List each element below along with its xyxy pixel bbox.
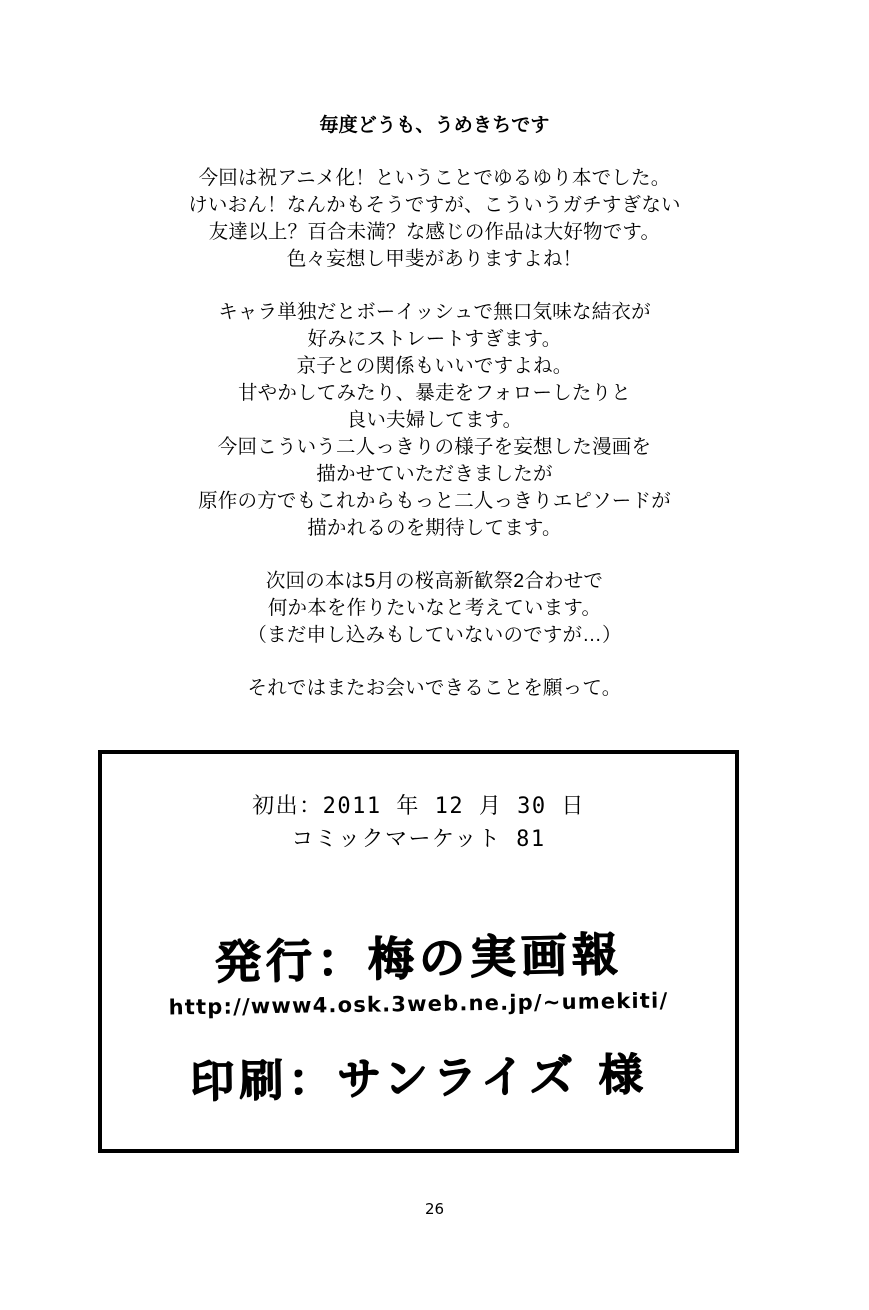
afterword-text	[0, 112, 869, 728]
afterword-line: 描かせていただきましたが	[316, 463, 553, 485]
afterword-line: （まだ申し込みもしていないのですが…）	[247, 624, 622, 646]
afterword-line: 京子との関係もいいですよね。	[296, 355, 573, 377]
afterword-line: 色々妄想し甲斐がありますよね！	[286, 248, 583, 270]
afterword-paragraph-next	[0, 568, 869, 649]
afterword-paragraph-character	[0, 299, 869, 542]
afterword-line: 今回こういう二人っきりの様子を妄想した漫画を	[217, 436, 652, 458]
page-number: 26	[424, 1200, 445, 1218]
afterword-line: 原作の方でもこれからもっと二人っきりエピソードが	[198, 490, 671, 512]
colophon-box	[98, 750, 739, 1153]
afterword-line: 次回の本は5月の桜高新歓祭2合わせで	[265, 570, 604, 592]
afterword-line: キャラ単独だとボーイッシュで無口気味な結衣が	[218, 301, 651, 323]
afterword-line: 描かれるのを期待してます。	[307, 517, 562, 539]
afterword-line: 毎度どうも、うめきちです	[319, 115, 550, 136]
afterword-line: 良い夫婦してます。	[346, 409, 523, 431]
afterword-line: 今回は祝アニメ化！ということでゆるゆり本でした。	[198, 167, 671, 189]
afterword-paragraph-intro	[0, 165, 869, 273]
afterword-line: 友達以上？百合未満？な感じの作品は大好物です。	[208, 221, 661, 243]
publication-event: コミックマーケット 81	[291, 827, 546, 852]
afterword-line: 甘やかしてみたり、暴走をフォローしたりと	[237, 382, 632, 404]
publisher-label: 発行：梅の実画報	[214, 926, 624, 990]
afterword-line: 好みにストレートすぎます。	[307, 328, 562, 350]
afterword-paragraph-greeting	[0, 112, 869, 139]
afterword-line: それではまたお会いできることを願って。	[247, 677, 622, 699]
afterword-line: けいおん！なんかもそうですが、こういうガチすぎない	[188, 194, 681, 216]
publication-date: 初出：2011 年 12 月 30 日	[252, 794, 585, 819]
afterword-paragraph-closing	[0, 675, 869, 702]
publisher-url[interactable]: http://www4.osk.3web.ne.jp/~umekiti/	[168, 988, 669, 1020]
printer-label: 印刷：サンライズ 様	[189, 1049, 648, 1108]
afterword-line: 何か本を作りたいなと考えています。	[267, 597, 602, 619]
publication-info	[102, 790, 735, 856]
